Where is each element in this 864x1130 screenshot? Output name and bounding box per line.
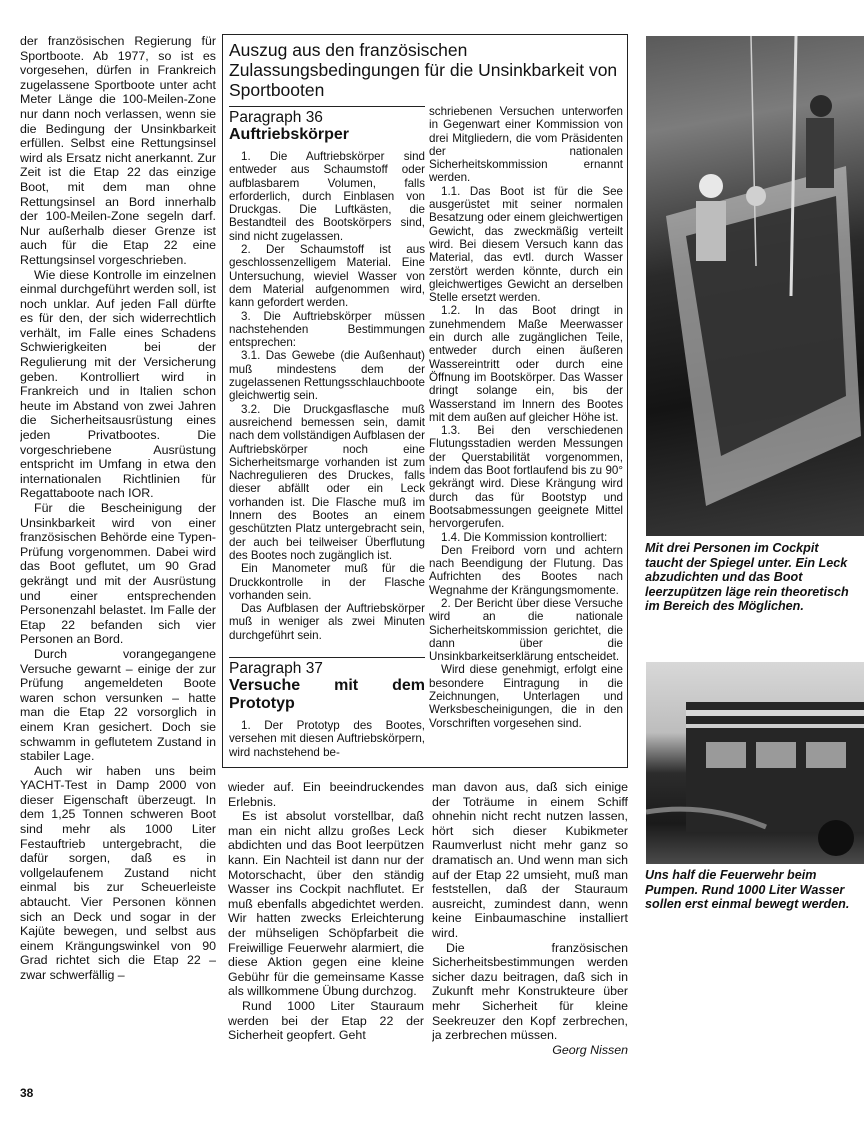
regulation-item: 1.1. Das Boot ist für die See ausgerüstet mit seiner normalen Besatzung oder einem gleichwertigen Gewicht, das zweckmäßig verteilt wird. Bei diesem Versuch kann das Material, das evtl. durch Wasser zerstört werden könnte, durch ein gleichwertiges Gewicht an derselben Stelle ersetzt werden. xyxy=(429,184,623,305)
paragraph-37-title: Paragraph 37 xyxy=(229,659,323,677)
article-paragraph: Wie diese Kontrolle im einzelnen einmal durchgeführt werden soll, ist noch unklar. Auf jeden Fall dürfte es für den, der sich widerrechtlich verhält, im Falle eines Schadens Schwierigkeiten bei der Regulierung mit der Versicherung geben. Kontrolliert wird in Frankreich und in Italien schon heute im Abstand von zwei Jahren die Sicherheitsausrüstung eines jeden Privatbootes. Die vorgeschriebene Ausrüstung entspricht im Umfang in etwa den internationalen Richtlinien für Regattaboote nach IOR. xyxy=(20,267,216,501)
regulation-item: 3.2. Die Druckgasflasche muß ausreichend bemessen sein, damit nach dem vollständigen Aufblasen der Auftriebskörper noch eine Sicherheitsmarge vorhanden ist zum Nachregulieren des Druckes, falls dieser abfällt oder ein Leck vorhanden ist. Die Flasche muß im Innern des Bootes an einem geschützten Platz untergebracht sein, der auch bei teilweiser Überflutung des Bootes noch zugänglich ist. xyxy=(229,402,425,562)
article-paragraph: Durch vorangegangene Versuche gewarnt – einige der zur Prüfung angemeldeten Boote waren schon versunken – hatte man die Etap 22 vorsorglich in einem Kran gesichert. Doch sie schwamm in geflutetem Zustand in stabiler Lage. xyxy=(20,646,216,764)
regulation-item: 3.1. Das Gewebe (die Außenhaut) muß mindestens dem der zugelassenen Rettungsschlauchboote gleichwertig sein. xyxy=(229,349,425,403)
article-column-3 xyxy=(228,780,424,1080)
regulation-item: 3. Die Auftriebskörper müssen nachstehenden Bestimmungen entsprechen: xyxy=(229,309,425,350)
paragraph-37-heading xyxy=(229,657,425,713)
photo-boat-cockpit-illustration xyxy=(646,36,864,536)
paragraph-37-subtitle: Versuche mit dem Prototyp xyxy=(229,676,425,712)
regulation-item: Das Aufblasen der Auftriebskörper muß in weniger als zwei Minuten durchgeführt sein. xyxy=(229,602,425,642)
article-paragraph: wieder auf. Ein beeindruckendes Erlebnis. xyxy=(228,780,424,809)
regulations-box xyxy=(222,34,628,768)
paragraph-36-heading xyxy=(229,106,425,144)
page-number: 38 xyxy=(20,1086,34,1100)
regulation-item: 2. Der Bericht über diese Versuche wird an die nationale Sicherheitskommission gerichtet, die dann über die Unsinkbarkeitserklärung entscheidet. xyxy=(429,596,623,664)
regulation-item: 1. Die Auftriebskörper sind entweder aus Schaumstoff oder aufblasbarem Volumen, falls erforderlich, durch Einblasen von Druckgas. Die Luftkästen, die Bestandteil des Bootskörpers sind, sind nicht zugelassen. xyxy=(229,150,425,243)
regulation-item: 1.2. In das Boot dringt in zunehmendem Maße Meerwasser ein durch alle zugänglichen Teile, entweder durch einen äußeren Wassereintritt oder durch eine Öffnung im Bootskörper. Das Wasser dringt solange ein, bis der Wasserstand im Innern des Bootes mit dem außen auf gleicher Höhe ist. xyxy=(429,304,623,424)
author-signature: Georg Nissen xyxy=(552,1042,628,1057)
photo-caption-1: Mit drei Personen im Cockpit taucht der Spiegel unter. Ein Leck abzudichten und das Boot leerzupützen läge rein theoretisch im Bereich des Möglichen. xyxy=(645,541,849,614)
article-paragraph: Für die Bescheinigung der Unsinkbarkeit wird von einer französischen Behörde eine Typen-Prüfung vorgenommen. Dabei wird das Boot geflutet, um 90 Grad gekrängt und mit der Ausrüstung und einer entsprechenden Personenzahl belastet. Im Falle der Etap 22 befanden sich vier Personen an Bord. xyxy=(20,501,216,647)
regulation-item: Den Freibord vorn und achtern nach Beendigung der Flutung. Das Aufrichten des Bootes nach Wegnahme der Krängungsmomente. xyxy=(429,543,623,597)
photo-fire-truck-illustration xyxy=(646,662,864,864)
article-paragraph: man davon aus, daß sich einige der Toträume in einem Schiff ohnehin nicht recht nutzen lassen, hört sich dieser Kubikmeter Raumverlust nicht mehr ganz so dramatisch an. Und wenn man sich auf der Etap 22 umsieht, muß man feststellen, daß der Stauraum ausreicht, zumindest dann, wenn keine Einbaumaschine installiert wird. xyxy=(432,780,628,940)
paragraph-36-title: Paragraph 36 xyxy=(229,109,323,126)
regulations-column-b xyxy=(429,105,623,765)
regulations-box-title: Auszug aus den französischen Zulassungsbedingungen für die Unsinkbarkeit von Sportbooten xyxy=(229,40,618,100)
article-paragraph: Die französischen Sicherheitsbestimmungen werden sicher dazu beitragen, daß sich in Zukunft mehr Konstrukteure über mehr Sicherheit für kleine Seekreuzer den Kopf zerbrechen, ja zerbrechen müssen. xyxy=(432,940,628,1043)
article-paragraph: Es ist absolut vorstellbar, daß man ein nicht allzu großes Leck abdichten und das Boot leerpützen kann. Ein Nachteil ist dann nur der Motorschacht, über den ständig Wasser ins Cockpit nachflutet. Er muß ebenfalls abgedichtet werden. Wir hatten zwecks Erleichterung der mühseligen Schöpfarbeit die Freiwillige Feuerwehr alarmiert, die diese Aktion gegen eine kleine Gebühr für die gemeinsame Kasse als willkommene Übung durchzog. xyxy=(228,809,424,999)
article-paragraph: der französischen Regierung für Sportboote. Ab 1977, so ist es vorgesehen, dürfen in Frankreich zugelassene Sportboote unter acht Meter Länge die 100-Meilen-Zone nur dann noch verlassen, wenn sie die Bedingung der Unsinkbarkeit erfüllen. Selbst eine Rettungsinsel wird als Ersatz nicht anerkannt. Zur Zeit ist die Etap 22 das einzige Boot, mit dem man ohne Rettungsinsel an Bord innerhalb der 100-Meilen-Zone segeln darf. Nur außerhalb dieser Grenze ist auch für die Etap 22 eine Rettungsinsel vorgeschrieben. xyxy=(20,34,216,267)
photo-boat-cockpit xyxy=(646,36,864,536)
regulation-item: 1.4. Die Kommission kontrolliert: xyxy=(441,530,608,544)
article-paragraph: Rund 1000 Liter Stauraum werden bei der Etap 22 der Sicherheit geopfert. Geht xyxy=(228,998,424,1043)
regulation-item: 2. Der Schaumstoff ist aus geschlossenzelligem Material. Eine Untersuchung, wieviel Wasser von dem Material aufgenommen wird, kann gefordert werden. xyxy=(229,243,425,310)
regulations-column-a xyxy=(229,106,425,766)
photo-caption-2: Uns half die Feuerwehr beim Pumpen. Rund 1000 Liter Wasser sollen erst einmal bewegt werden. xyxy=(645,868,850,912)
article-column-1 xyxy=(20,34,216,1074)
article-column-4 xyxy=(432,780,628,1080)
paragraph-36-subtitle: Auftriebskörper xyxy=(229,126,350,143)
regulation-item: Ein Manometer muß für die Druckkontrolle in der Flasche vorhanden sein. xyxy=(229,562,425,602)
article-paragraph: Auch wir haben uns beim YACHT-Test in Damp 2000 von dieser Eigenschaft überzeugt. In dem 1,25 Tonnen schweren Boot sind mehr als 1000 Liter Festauftrieb untergebracht, die dafür sorgen, daß es in vollgelaufenem Zustand nicht einmal bis zur Scheuerleiste abtaucht. Vier Personen können sich an Deck und sogar in der Kajüte bewegen, und selbst aus einem Krängungswinkel von 90 Grad richtet sich die Etap 22 – zwar schwerfällig – xyxy=(20,763,216,982)
regulation-item: 1.3. Bei den verschiedenen Flutungsstadien werden Messungen der Querstabilität vorgenommen, indem das Boot fortlaufend bis zu 90° gekrängt wird. Diese Krängung wird durch das für Bootstyp und Bootsabmessungen geeignete Mittel hervorgerufen. xyxy=(429,424,623,531)
photo-fire-truck xyxy=(646,662,864,864)
regulation-item: schriebenen Versuchen unterworfen in Gegenwart einer Kommission von drei Mitgliedern, die vom Präsidenten der nationalen Sicherheitskommission ernannt werden. xyxy=(429,105,623,185)
regulation-item: Wird diese genehmigt, erfolgt eine besondere Eintragung in die Zeichnungen, Unterlagen und Werksbescheinigungen, die in den Vorschriften vorgesehen sind. xyxy=(429,663,623,730)
regulation-item: 1. Der Prototyp des Bootes, versehen mit diesen Auftriebskörpern, wird nachstehend be- xyxy=(229,718,425,759)
